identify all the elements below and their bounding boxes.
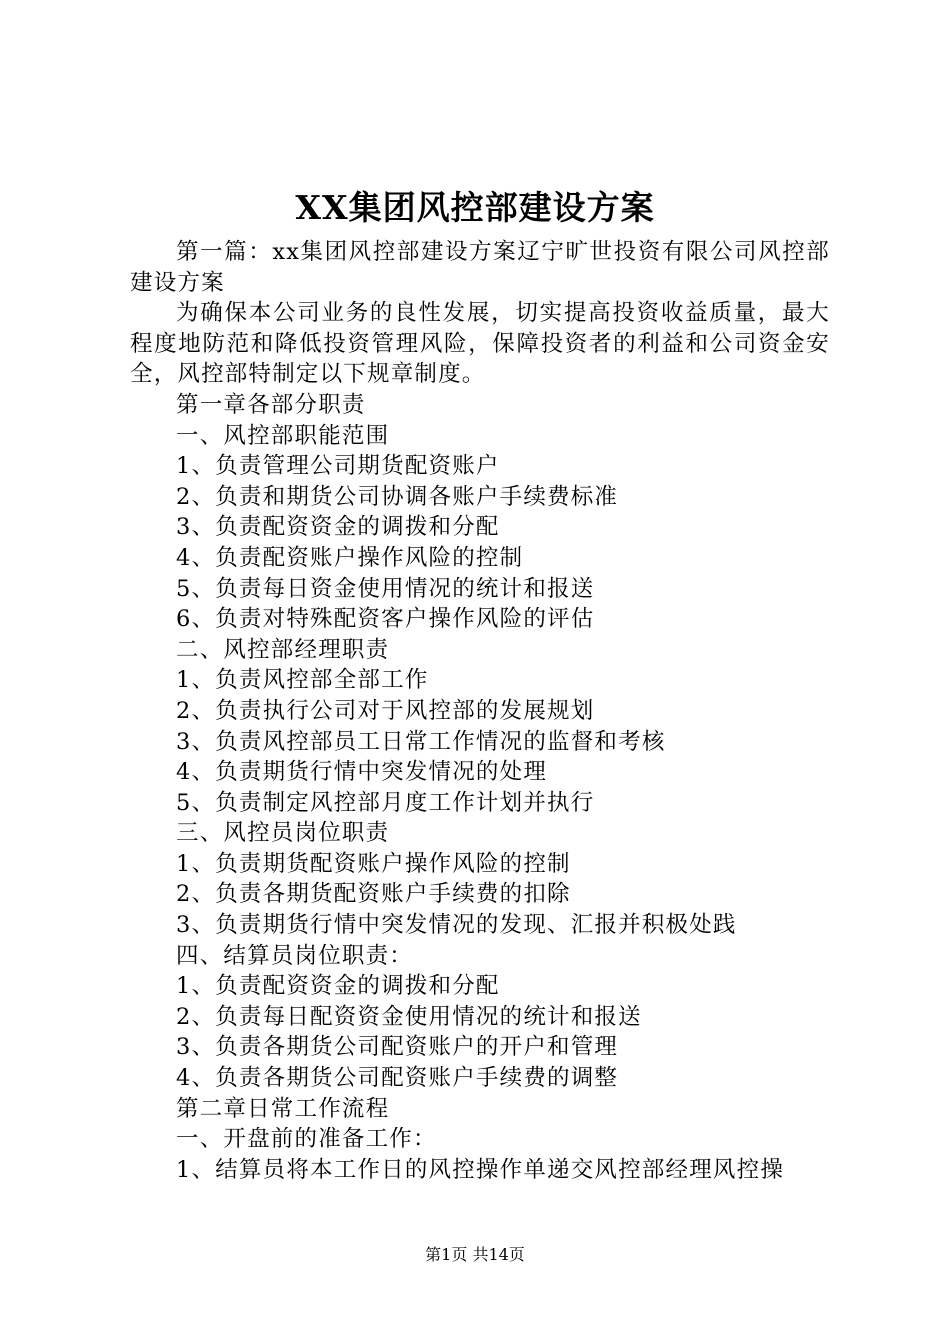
document-line: 5、负责每日资金使用情况的统计和报送 bbox=[176, 575, 595, 602]
document-line: 二、风控部经理职责 bbox=[176, 636, 390, 663]
document-body bbox=[130, 237, 830, 1185]
document-line: 一、风控部职能范围 bbox=[176, 422, 390, 449]
page-footer: 第1页 共14页 bbox=[425, 1245, 525, 1264]
paragraph-purpose: 为确保本公司业务的良性发展，切实提高投资收益质量，最大程度地防范和降低投资管理风险，保障投资者的利益和公司资金安全，风控部特制定以下规章制度。 bbox=[130, 300, 830, 388]
document-line: 2、负责每日配资资金使用情况的统计和报送 bbox=[176, 1003, 642, 1030]
paragraph-intro: 第一篇：xx集团风控部建设方案辽宁旷世投资有限公司风控部建设方案 bbox=[130, 239, 830, 296]
document-line: 3、负责各期货公司配资账户的开户和管理 bbox=[176, 1034, 619, 1061]
document-line: 第二章日常工作流程 bbox=[176, 1095, 390, 1122]
document-line: 2、负责和期货公司协调各账户手续费标准 bbox=[176, 483, 619, 510]
document-line: 4、负责各期货公司配资账户手续费的调整 bbox=[176, 1065, 619, 1092]
document-line: 一、开盘前的准备工作： bbox=[176, 1126, 437, 1153]
document-line: 3、负责配资资金的调拨和分配 bbox=[176, 514, 500, 541]
document-line: 2、负责各期货配资账户手续费的扣除 bbox=[176, 881, 571, 908]
document-line: 4、负责期货行情中突发情况的处理 bbox=[176, 759, 548, 786]
document-title: XX集团风控部建设方案 bbox=[295, 188, 655, 227]
document-line: 1、负责管理公司期货配资账户 bbox=[176, 453, 500, 480]
document-line: 1、结算员将本工作日的风控操作单递交风控部经理风控操 bbox=[176, 1156, 785, 1183]
document-line: 2、负责执行公司对于风控部的发展规划 bbox=[176, 697, 595, 724]
document-line: 4、负责配资账户操作风险的控制 bbox=[176, 544, 524, 571]
document-line: 1、负责配资资金的调拨和分配 bbox=[176, 973, 500, 1000]
document-line: 第一章各部分职责 bbox=[176, 391, 366, 418]
document-line: 四、结算员岗位职责： bbox=[176, 942, 414, 969]
document-line: 3、负责期货行情中突发情况的发现、汇报并积极处践 bbox=[176, 912, 737, 939]
document-line: 1、负责期货配资账户操作风险的控制 bbox=[176, 850, 571, 877]
document-line: 三、风控员岗位职责 bbox=[176, 820, 390, 847]
document-line: 3、负责风控部员工日常工作情况的监督和考核 bbox=[176, 728, 666, 755]
document-line: 6、负责对特殊配资客户操作风险的评估 bbox=[176, 606, 595, 633]
document-line: 5、负责制定风控部月度工作计划并执行 bbox=[176, 789, 595, 816]
document-lines bbox=[130, 390, 830, 1185]
document-line: 1、负责风控部全部工作 bbox=[176, 667, 429, 694]
